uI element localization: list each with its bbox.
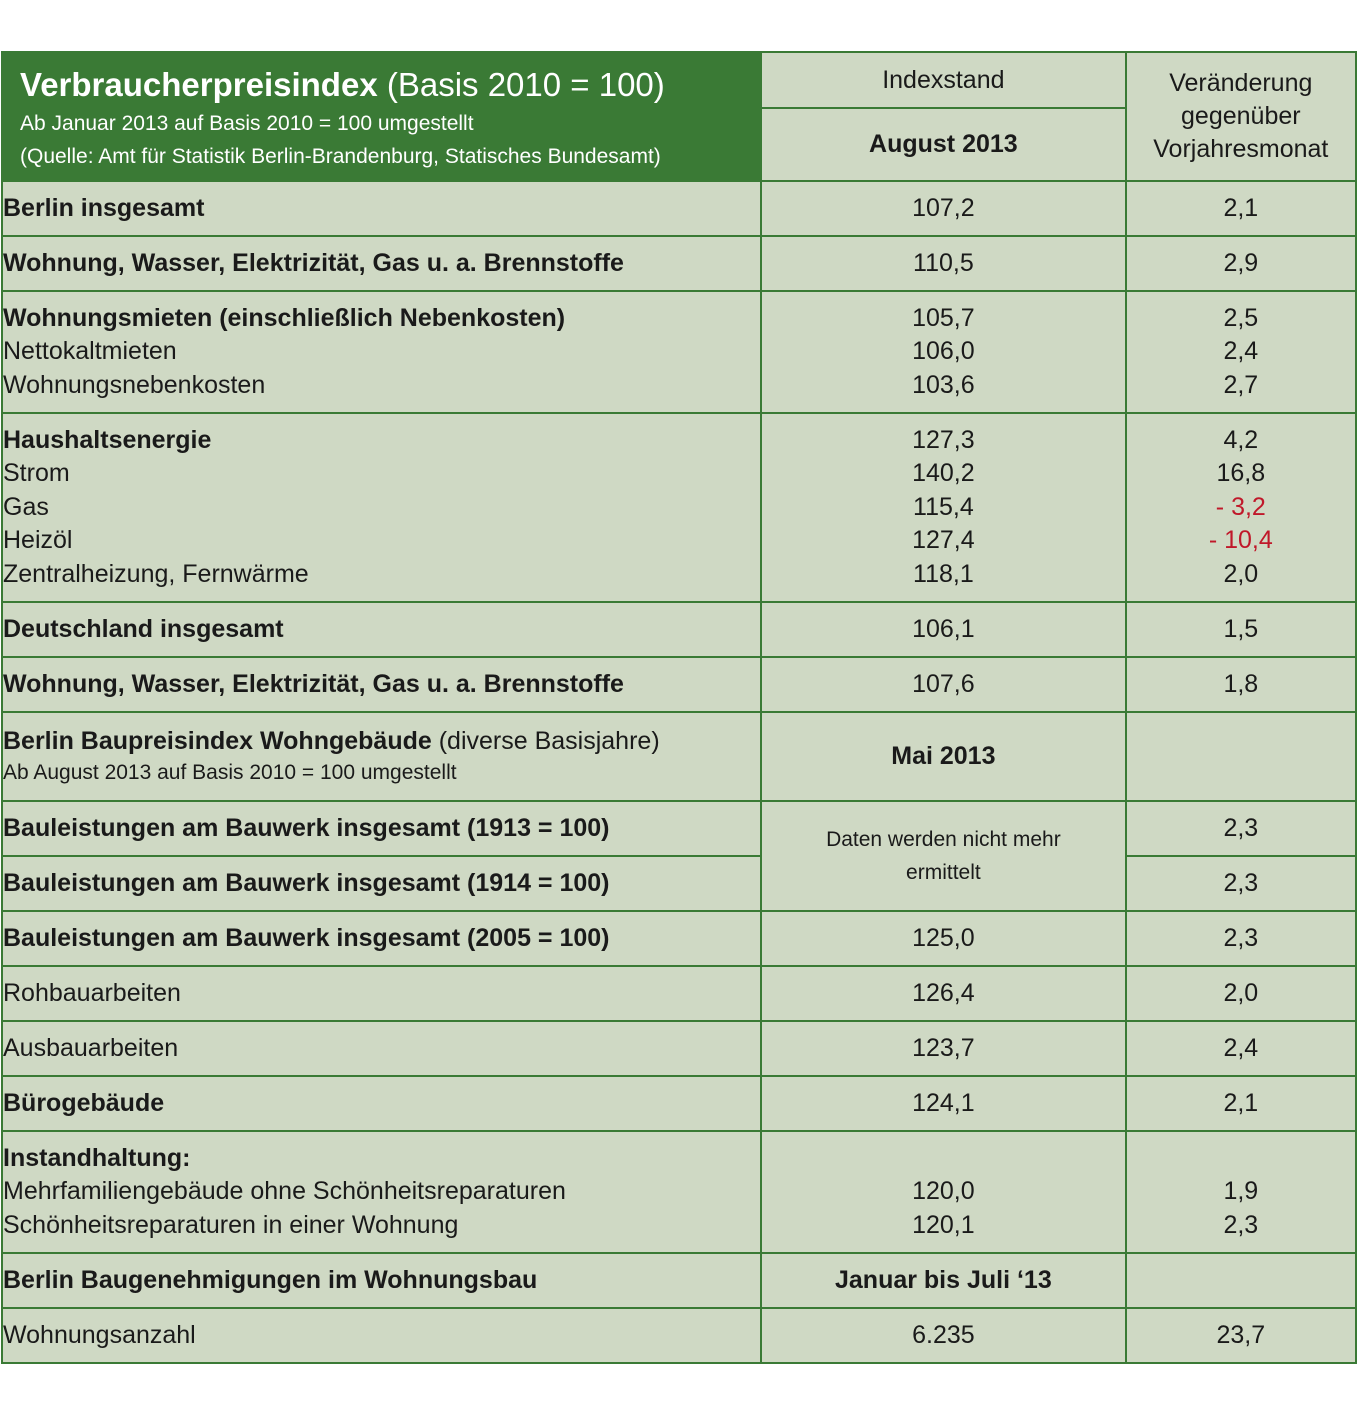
group-item-index: 115,4 — [913, 492, 974, 521]
row-change: 2,1 — [1126, 1076, 1356, 1131]
table-row — [2, 602, 1356, 657]
row-change: 2,0 — [1126, 966, 1356, 1021]
row-label-group — [2, 291, 761, 413]
row-index: 107,6 — [761, 657, 1126, 712]
table-row — [2, 1253, 1356, 1308]
row-index: 107,2 — [761, 181, 1126, 236]
empty-cell — [1126, 712, 1356, 801]
group-item-label: Heizöl — [3, 526, 73, 555]
row-change: 2,3 — [1126, 801, 1356, 856]
title-normal: (Basis 2010 = 100) — [386, 66, 665, 103]
negative-change: - 10,4 — [1208, 526, 1273, 555]
col-header-period: August 2013 — [761, 108, 1126, 181]
title-bold: Verbraucherpreisindex — [20, 66, 378, 103]
group-item-label: Zentralheizung, Fernwärme — [3, 559, 309, 588]
group-change: 4,2 — [1223, 425, 1259, 454]
group-index: 105,7 — [912, 303, 975, 332]
group-heading: Wohnungsmieten (einschließlich Nebenkosten) — [3, 303, 566, 332]
row-index: 126,4 — [761, 966, 1126, 1021]
row-label: Ausbauarbeiten — [2, 1021, 761, 1076]
table-row — [2, 1308, 1356, 1363]
section-period: Mai 2013 — [761, 712, 1126, 801]
col-header-index: Indexstand — [761, 52, 1126, 108]
row-index-group — [761, 1131, 1126, 1253]
group-item-label: Schönheitsreparaturen in einer Wohnung — [3, 1210, 459, 1239]
section-subheading: Ab August 2013 auf Basis 2010 = 100 umgestellt — [3, 761, 457, 785]
row-label: Rohbauarbeiten — [2, 966, 761, 1021]
row-label: Wohnung, Wasser, Elektrizität, Gas u. a. Brennstoffe — [2, 236, 761, 291]
row-label: Bauleistungen am Bauwerk insgesamt (1913 = 100) — [2, 801, 761, 856]
col-header-change-line3: Vorjahresmonat — [1153, 135, 1329, 163]
header-title-cell — [2, 52, 761, 181]
col-header-change-line1: Veränderung — [1169, 69, 1313, 97]
page-title — [3, 53, 760, 104]
group-item-change: 2,7 — [1223, 370, 1259, 399]
group-item-change: 1,9 — [1223, 1177, 1259, 1206]
row-change-group — [1126, 291, 1356, 413]
table-row — [2, 413, 1356, 602]
group-item-label: Nettokaltmieten — [3, 337, 177, 366]
table-row — [2, 801, 1356, 856]
group-heading: Haushaltsenergie — [3, 425, 212, 454]
row-label: Wohnung, Wasser, Elektrizität, Gas u. a. Brennstoffe — [2, 657, 761, 712]
row-change: 2,4 — [1126, 1021, 1356, 1076]
row-index: 106,1 — [761, 602, 1126, 657]
row-index: 124,1 — [761, 1076, 1126, 1131]
row-index-group — [761, 291, 1126, 413]
row-change: 2,1 — [1126, 181, 1356, 236]
row-label: Bürogebäude — [2, 1076, 761, 1131]
group-item-change: 2,4 — [1223, 337, 1259, 366]
group-item-change: 2,0 — [1223, 559, 1259, 588]
table-row — [2, 236, 1356, 291]
table-row — [2, 1076, 1356, 1131]
row-index: 6.235 — [761, 1308, 1126, 1363]
table-row — [2, 1021, 1356, 1076]
no-data-line: ermittelt — [906, 861, 981, 884]
col-header-change — [1126, 52, 1356, 181]
group-item-change: 2,3 — [1223, 1210, 1259, 1239]
row-change: 1,5 — [1126, 602, 1356, 657]
section-heading-note: (diverse Basisjahre) — [438, 726, 660, 755]
empty-cell — [1126, 1253, 1356, 1308]
no-data-line: Daten werden nicht mehr — [826, 828, 1061, 851]
row-change-group — [1126, 413, 1356, 602]
group-item-label: Gas — [3, 492, 49, 521]
row-change-group — [1126, 1131, 1356, 1253]
section-period: Januar bis Juli ‘13 — [761, 1253, 1126, 1308]
row-change: 1,8 — [1126, 657, 1356, 712]
row-change: 2,9 — [1126, 236, 1356, 291]
group-item-index: 118,1 — [913, 559, 974, 588]
group-index: 127,3 — [912, 425, 975, 454]
subtitle-2: (Quelle: Amt für Statistik Berlin-Brandenburg, Statisches Bundesamt) — [20, 145, 661, 168]
group-item-index: 103,6 — [912, 370, 975, 399]
group-item-index: 127,4 — [912, 526, 975, 555]
group-item-index: 120,0 — [912, 1177, 975, 1206]
table-row — [2, 966, 1356, 1021]
table-row — [2, 712, 1356, 801]
table-row — [2, 291, 1356, 413]
row-label: Wohnungsanzahl — [2, 1308, 761, 1363]
group-item-index: 140,2 — [912, 459, 975, 488]
row-label: Bauleistungen am Bauwerk insgesamt (2005 = 100) — [2, 911, 761, 966]
table-row — [2, 911, 1356, 966]
row-change: 2,3 — [1126, 856, 1356, 911]
row-label: Deutschland insgesamt — [2, 602, 761, 657]
price-index-table — [1, 51, 1357, 1364]
table-row — [2, 181, 1356, 236]
row-index: 125,0 — [761, 911, 1126, 966]
table-row — [2, 1131, 1356, 1253]
negative-change: - 3,2 — [1215, 492, 1266, 521]
row-change: 2,3 — [1126, 911, 1356, 966]
row-change: 23,7 — [1126, 1308, 1356, 1363]
row-index: 123,7 — [761, 1021, 1126, 1076]
header-row — [2, 52, 1356, 108]
group-item-label: Mehrfamiliengebäude ohne Schönheitsreparaturen — [3, 1177, 566, 1206]
row-index-group — [761, 413, 1126, 602]
row-label: Berlin insgesamt — [2, 181, 761, 236]
no-data-note — [761, 801, 1126, 911]
col-header-change-line2: gegenüber — [1181, 102, 1301, 130]
section-heading: Berlin Baupreisindex Wohngebäude — [3, 726, 432, 755]
row-index: 110,5 — [761, 236, 1126, 291]
row-label: Bauleistungen am Bauwerk insgesamt (1914 = 100) — [2, 856, 761, 911]
group-heading: Instandhaltung: — [3, 1143, 191, 1172]
subtitle-1: Ab Januar 2013 auf Basis 2010 = 100 umgestellt — [20, 112, 474, 135]
group-item-change: 16,8 — [1216, 459, 1266, 488]
row-label-group — [2, 413, 761, 602]
table-row — [2, 657, 1356, 712]
table-row — [2, 856, 1356, 911]
section-heading-cell — [2, 712, 761, 801]
group-item-label: Strom — [3, 459, 70, 488]
section-heading: Berlin Baugenehmigungen im Wohnungsbau — [2, 1253, 761, 1308]
row-label-group — [2, 1131, 761, 1253]
group-item-label: Wohnungsnebenkosten — [3, 370, 266, 399]
group-change: 2,5 — [1223, 303, 1259, 332]
group-item-index: 120,1 — [912, 1210, 975, 1239]
group-item-index: 106,0 — [912, 337, 975, 366]
